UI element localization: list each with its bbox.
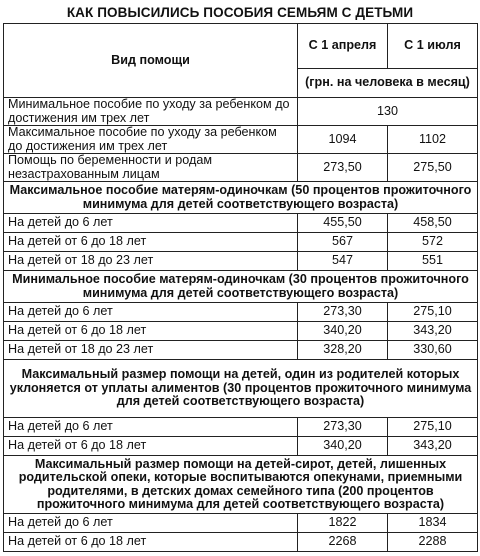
- header-april: С 1 апреля: [298, 24, 388, 69]
- document-title: КАК ПОВЫСИЛИСЬ ПОСОБИЯ СЕМЬЯМ С ДЕТЬМИ: [66, 5, 414, 20]
- row-label: Максимальное пособие по уходу за ребенком до достижения им трех лет: [4, 126, 298, 154]
- row-value-april: 547: [298, 252, 388, 271]
- table-row: [4, 233, 478, 252]
- row-label: На детей от 6 до 18 лет: [4, 322, 298, 341]
- section-heading-row: [4, 360, 478, 418]
- row-label: Помощь по беременности и родам незастрахованным лицам: [4, 154, 298, 182]
- row-label: Минимальное пособие по уходу за ребенком до достижения им трех лет: [4, 98, 298, 126]
- row-label: На детей от 18 до 23 лет: [4, 341, 298, 360]
- row-value-july: 343,20: [388, 437, 478, 456]
- row-label: На детей до 6 лет: [4, 418, 298, 437]
- benefits-table: [3, 23, 478, 552]
- table-row: [4, 341, 478, 360]
- table-header-row: [4, 24, 478, 69]
- table-row: [4, 252, 478, 271]
- row-value-july: 572: [388, 233, 478, 252]
- row-value-july: 1834: [388, 514, 478, 533]
- benefits-document: [3, 3, 477, 552]
- row-label: На детей до 6 лет: [4, 214, 298, 233]
- section-heading-row: [4, 182, 478, 214]
- table-row: [4, 126, 478, 154]
- row-value-april: 1822: [298, 514, 388, 533]
- header-type-of-aid: Вид помощи: [4, 24, 298, 98]
- table-row: [4, 514, 478, 533]
- row-value-april: 340,20: [298, 437, 388, 456]
- section-heading: Максимальный размер помощи на детей, один из родителей которых уклоняется от уплаты алиментов (30 процентов прожиточного минимума для детей соответствующего возраста): [4, 360, 478, 418]
- section-heading: Минимальное пособие матерям-одиночкам (30 процентов прожиточного минимума для детей соответствующего возраста): [4, 271, 478, 303]
- table-row: [4, 322, 478, 341]
- row-value-april: 2268: [298, 533, 388, 552]
- row-value-july: 1102: [388, 126, 478, 154]
- row-value-merged: 130: [298, 98, 478, 126]
- row-label: На детей от 6 до 18 лет: [4, 533, 298, 552]
- row-value-july: 275,10: [388, 303, 478, 322]
- header-july: С 1 июля: [388, 24, 478, 69]
- row-value-april: 273,30: [298, 303, 388, 322]
- row-value-july: 275,50: [388, 154, 478, 182]
- section-heading: Максимальный размер помощи на детей-сирот, детей, лишенных родительской опеки, которые воспитываются опекунами, приемными родителями, в детских домах семейного типа (200 процентов прожиточного минимума для детей соответствующего возраста): [4, 456, 478, 514]
- table-row: [4, 418, 478, 437]
- section-heading-row: [4, 271, 478, 303]
- row-label: На детей от 6 до 18 лет: [4, 233, 298, 252]
- row-value-april: 567: [298, 233, 388, 252]
- row-value-april: 455,50: [298, 214, 388, 233]
- row-value-july: 2288: [388, 533, 478, 552]
- table-row: [4, 533, 478, 552]
- row-value-april: 1094: [298, 126, 388, 154]
- row-value-july: 458,50: [388, 214, 478, 233]
- row-label: На детей до 6 лет: [4, 303, 298, 322]
- section-heading-row: [4, 456, 478, 514]
- row-value-april: 273,50: [298, 154, 388, 182]
- row-label: На детей до 6 лет: [4, 514, 298, 533]
- row-value-april: 340,20: [298, 322, 388, 341]
- table-row: [4, 214, 478, 233]
- table-row: [4, 437, 478, 456]
- header-unit: (грн. на человека в месяц): [298, 69, 478, 98]
- row-value-july: 330,60: [388, 341, 478, 360]
- row-label: На детей от 18 до 23 лет: [4, 252, 298, 271]
- table-row: [4, 303, 478, 322]
- row-value-april: 273,30: [298, 418, 388, 437]
- row-value-july: 275,10: [388, 418, 478, 437]
- row-value-july: 343,20: [388, 322, 478, 341]
- row-value-july: 551: [388, 252, 478, 271]
- table-row: [4, 98, 478, 126]
- row-label: На детей от 6 до 18 лет: [4, 437, 298, 456]
- table-row: [4, 154, 478, 182]
- row-value-april: 328,20: [298, 341, 388, 360]
- section-heading: Максимальное пособие матерям-одиночкам (50 процентов прожиточного минимума для детей соответствующего возраста): [4, 182, 478, 214]
